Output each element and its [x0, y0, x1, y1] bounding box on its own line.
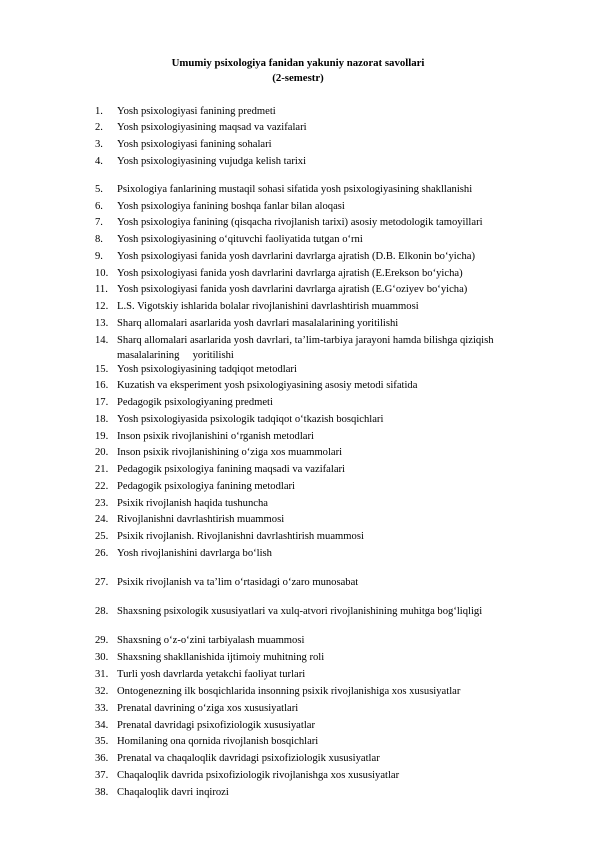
question-number: 16.	[95, 380, 109, 391]
question-text: Shaxsning shakllanishida ijtimoiy muhitning roli	[117, 652, 325, 663]
question-number: 15.	[95, 364, 109, 375]
question-text: Prenatal va chaqaloqlik davridagi psixofiziologik xususiyatlar	[117, 753, 380, 764]
question-text: Chaqaloqlik davrida psixofiziologik rivojlanishga xos xususiyatlar	[117, 770, 400, 781]
question-text: Yosh psixologiyasi fanining sohalari	[117, 139, 272, 150]
question-text: Psixik rivojlanish. Rivojlanishni davrlashtirish muammosi	[117, 531, 364, 542]
question-text: Sharq allomalari asarlarida yosh davrlari masalalarining yoritilishi	[117, 318, 399, 329]
question-text: Yosh psixologiyasining tadqiqot metodlari	[117, 364, 297, 375]
question-text: Yosh rivojlanishini davrlarga bo‘lish	[117, 548, 272, 559]
question-text: Psixik rivojlanish haqida tushuncha	[117, 498, 268, 509]
question-text: Yosh psixologiyasi fanida yosh davrlarini davrlarga ajratish (D.B. Elkonin bo‘yicha)	[117, 251, 475, 262]
question-text: Pedagogik psixologiya fanining maqsadi va vazifalari	[117, 464, 345, 475]
document-subtitle: (2-semestr)	[272, 72, 324, 84]
question-text: Sharq allomalari asarlarida yosh davrlari, ta’lim-tarbiya jarayoni hamda bilishga qiziqish	[117, 335, 494, 346]
question-number: 26.	[95, 548, 109, 559]
question-number: 38.	[95, 787, 109, 798]
question-text: Homilaning ona qornida rivojlanish bosqichlari	[117, 736, 319, 747]
question-text: Shaxsning psixologik xususiyatlari va xulq-atvori rivojlanishining muhitga bog‘liqligi	[117, 606, 483, 617]
question-number: 35.	[95, 736, 109, 747]
question-text: Yosh psixologiyasi fanining predmeti	[117, 106, 276, 117]
question-text: Yosh psixologiyasida psixologik tadqiqot o‘tkazish bosqichlari	[117, 414, 384, 425]
question-text: Yosh psixologiyasi fanida yosh davrlarini davrlarga ajratish (E.G‘oziyev bo‘yicha)	[117, 284, 468, 295]
question-number: 31.	[95, 669, 109, 680]
question-text: Rivojlanishni davrlashtirish muammosi	[117, 514, 285, 525]
question-text: Prenatal davridagi psixofiziologik xususiyatlar	[117, 720, 316, 731]
question-number: 2.	[95, 122, 103, 133]
question-number: 4.	[95, 156, 103, 167]
question-text: Inson psixik rivojlanishining o‘ziga xos muammolari	[117, 447, 343, 458]
question-number: 25.	[95, 531, 109, 542]
question-text: Kuzatish va eksperiment yosh psixologiyasining asosiy metodi sifatida	[117, 380, 418, 391]
question-number: 20.	[95, 447, 109, 458]
question-text: Yosh psixologiya fanining boshqa fanlar bilan aloqasi	[117, 201, 345, 212]
question-number: 1.	[95, 106, 103, 117]
question-number: 12.	[95, 301, 109, 312]
question-number: 13.	[95, 318, 109, 329]
question-number: 37.	[95, 770, 109, 781]
question-text: Yosh psixologiya fanining (qisqacha rivojlanish tarixi) asosiy metodologik tamoyillari	[117, 217, 483, 228]
question-number: 24.	[95, 514, 109, 525]
document-title: Umumiy psixologiya fanidan yakuniy nazorat savollari	[171, 57, 425, 69]
question-number: 27.	[95, 577, 109, 588]
question-number: 5.	[95, 184, 103, 195]
question-number: 18.	[95, 414, 109, 425]
question-number: 23.	[95, 498, 109, 509]
question-text: Yosh psixologiyasi fanida yosh davrlarini davrlarga ajratish (E.Erekson bo‘yicha)	[117, 268, 463, 279]
question-number: 8.	[95, 234, 103, 245]
question-text-continued: masalalarining yoritilishi	[117, 350, 234, 361]
question-number: 22.	[95, 481, 109, 492]
question-text: Yosh psixologiyasining maqsad va vazifalari	[117, 122, 307, 133]
question-text: Inson psixik rivojlanishini o‘rganish metodlari	[117, 431, 314, 442]
question-text: Pedagogik psixologiyaning predmeti	[117, 397, 273, 408]
question-number: 11.	[95, 284, 108, 295]
question-text: Turli yosh davrlarda yetakchi faoliyat turlari	[117, 669, 306, 680]
question-text: Chaqaloqlik davri inqirozi	[117, 787, 229, 798]
question-text: Pedagogik psixologiya fanining metodlari	[117, 481, 296, 492]
question-number: 21.	[95, 464, 109, 475]
question-number: 28.	[95, 606, 109, 617]
question-number: 19.	[95, 431, 109, 442]
question-number: 10.	[95, 268, 109, 279]
question-number: 36.	[95, 753, 109, 764]
question-text: Ontogenezning ilk bosqichlarida insonning psixik rivojlanishiga xos xususiyatlar	[117, 686, 461, 697]
question-text: L.S. Vigotskiy ishlarida bolalar rivojlanishini davrlashtirish muammosi	[117, 301, 419, 312]
question-text: Psixologiya fanlarining mustaqil sohasi sifatida yosh psixologiyasining shakllanishi	[117, 184, 473, 195]
question-number: 34.	[95, 720, 109, 731]
question-number: 29.	[95, 635, 109, 646]
question-number: 9.	[95, 251, 103, 262]
question-text: Yosh psixologiyasining vujudga kelish tarixi	[117, 156, 307, 167]
question-number: 7.	[95, 217, 103, 228]
question-number: 14.	[95, 335, 109, 346]
question-number: 17.	[95, 397, 109, 408]
question-text: Shaxsning o‘z-o‘zini tarbiyalash muammosi	[117, 635, 305, 646]
question-number: 33.	[95, 703, 109, 714]
question-text: Prenatal davrining o‘ziga xos xususiyatlari	[117, 703, 299, 714]
question-number: 3.	[95, 139, 103, 150]
question-number: 30.	[95, 652, 109, 663]
question-number: 32.	[95, 686, 109, 697]
question-number: 6.	[95, 201, 103, 212]
question-text: Psixik rivojlanish va ta’lim o‘rtasidagi o‘zaro munosabat	[117, 577, 359, 588]
question-text: Yosh psixologiyasining o‘qituvchi faoliyatida tutgan o‘rni	[117, 234, 363, 245]
